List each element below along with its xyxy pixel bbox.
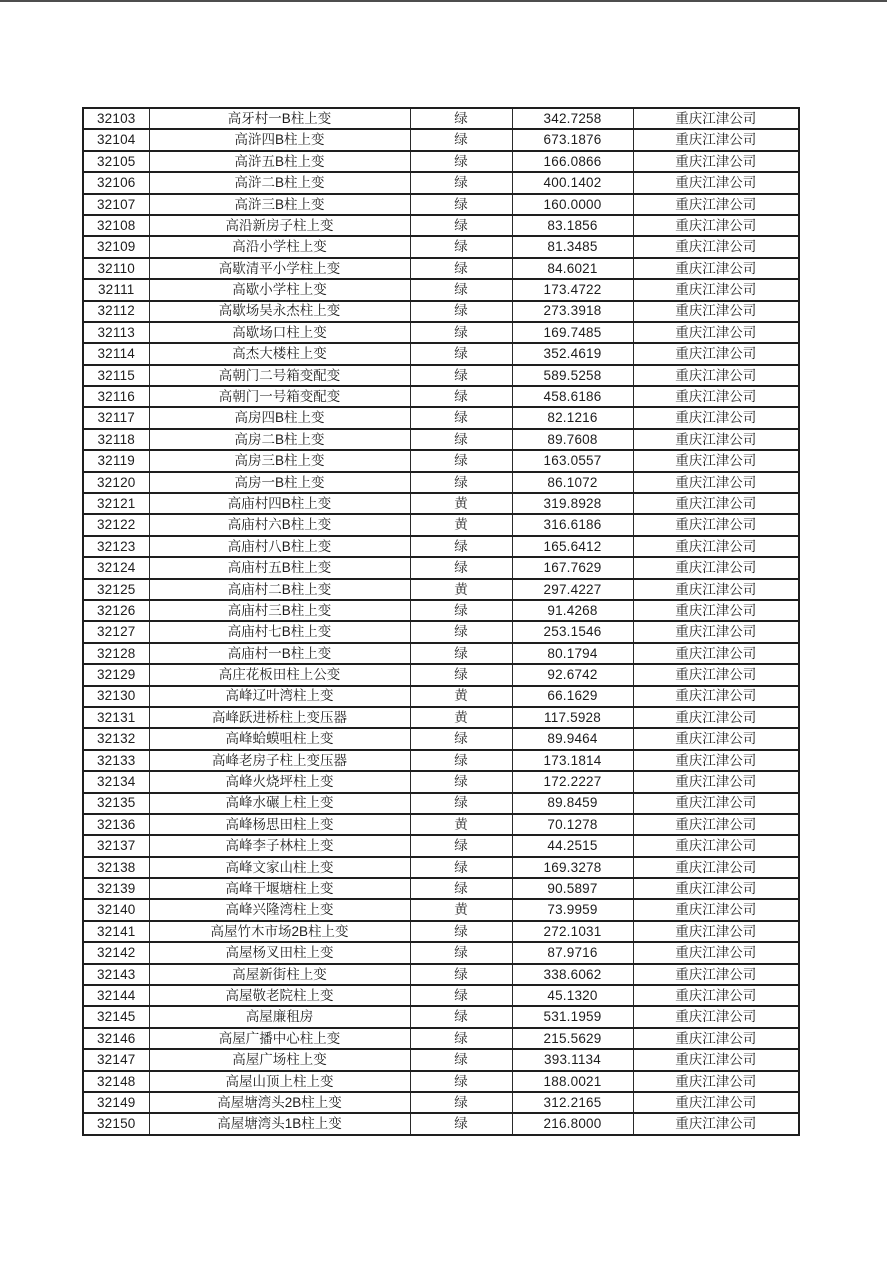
cell-id: 32146 <box>83 1028 149 1049</box>
table-row <box>83 664 799 685</box>
cell-value: 319.8928 <box>512 493 633 514</box>
cell-status: 绿 <box>410 429 512 450</box>
cell-value: 458.6186 <box>512 386 633 407</box>
table-row <box>83 686 799 707</box>
cell-name: 高屋廉租房 <box>149 1006 410 1027</box>
cell-status: 黄 <box>410 707 512 728</box>
cell-id: 32126 <box>83 600 149 621</box>
cell-value: 92.6742 <box>512 664 633 685</box>
cell-value: 82.1216 <box>512 407 633 428</box>
cell-value: 169.7485 <box>512 322 633 343</box>
table-row <box>83 301 799 322</box>
table-row <box>83 236 799 257</box>
cell-name: 高峰辽叶湾柱上变 <box>149 686 410 707</box>
cell-status: 绿 <box>410 258 512 279</box>
table-row <box>83 985 799 1006</box>
cell-name: 高浒五B柱上变 <box>149 151 410 172</box>
cell-status: 绿 <box>410 322 512 343</box>
cell-status: 黄 <box>410 899 512 920</box>
cell-company: 重庆江津公司 <box>633 921 799 942</box>
cell-status: 黄 <box>410 686 512 707</box>
cell-value: 70.1278 <box>512 814 633 835</box>
cell-id: 32118 <box>83 429 149 450</box>
cell-status: 绿 <box>410 942 512 963</box>
cell-name: 高庙村四B柱上变 <box>149 493 410 514</box>
cell-company: 重庆江津公司 <box>633 664 799 685</box>
cell-name: 高朝门二号箱变配变 <box>149 365 410 386</box>
cell-company: 重庆江津公司 <box>633 1049 799 1070</box>
cell-company: 重庆江津公司 <box>633 557 799 578</box>
cell-status: 绿 <box>410 301 512 322</box>
cell-company: 重庆江津公司 <box>633 643 799 664</box>
cell-company: 重庆江津公司 <box>633 814 799 835</box>
cell-id: 32145 <box>83 1006 149 1027</box>
cell-name: 高屋杨叉田柱上变 <box>149 942 410 963</box>
table-row <box>83 835 799 856</box>
cell-id: 32127 <box>83 621 149 642</box>
cell-company: 重庆江津公司 <box>633 857 799 878</box>
cell-status: 绿 <box>410 728 512 749</box>
table-row <box>83 365 799 386</box>
cell-company: 重庆江津公司 <box>633 835 799 856</box>
cell-id: 32143 <box>83 964 149 985</box>
cell-status: 绿 <box>410 343 512 364</box>
cell-id: 32104 <box>83 129 149 150</box>
cell-id: 32117 <box>83 407 149 428</box>
table-row <box>83 172 799 193</box>
cell-status: 黄 <box>410 814 512 835</box>
cell-status: 绿 <box>410 407 512 428</box>
table-row <box>83 1113 799 1134</box>
cell-name: 高庙村六B柱上变 <box>149 514 410 535</box>
cell-name: 高歇场口柱上变 <box>149 322 410 343</box>
cell-id: 32116 <box>83 386 149 407</box>
cell-status: 绿 <box>410 151 512 172</box>
table-row <box>83 814 799 835</box>
cell-company: 重庆江津公司 <box>633 793 799 814</box>
cell-id: 32149 <box>83 1092 149 1113</box>
cell-status: 绿 <box>410 557 512 578</box>
cell-value: 673.1876 <box>512 129 633 150</box>
cell-value: 273.3918 <box>512 301 633 322</box>
cell-id: 32120 <box>83 472 149 493</box>
cell-id: 32111 <box>83 279 149 300</box>
cell-company: 重庆江津公司 <box>633 728 799 749</box>
cell-id: 32133 <box>83 750 149 771</box>
cell-value: 90.5897 <box>512 878 633 899</box>
cell-id: 32130 <box>83 686 149 707</box>
table-row <box>83 279 799 300</box>
transformer-table <box>82 107 800 1136</box>
cell-company: 重庆江津公司 <box>633 407 799 428</box>
table-row <box>83 472 799 493</box>
cell-value: 165.6412 <box>512 536 633 557</box>
cell-status: 绿 <box>410 771 512 792</box>
cell-id: 32132 <box>83 728 149 749</box>
cell-company: 重庆江津公司 <box>633 429 799 450</box>
cell-company: 重庆江津公司 <box>633 129 799 150</box>
cell-value: 45.1320 <box>512 985 633 1006</box>
cell-company: 重庆江津公司 <box>633 942 799 963</box>
cell-name: 高朝门一号箱变配变 <box>149 386 410 407</box>
cell-value: 173.1814 <box>512 750 633 771</box>
table-row <box>83 771 799 792</box>
cell-status: 绿 <box>410 1028 512 1049</box>
cell-value: 173.4722 <box>512 279 633 300</box>
cell-value: 117.5928 <box>512 707 633 728</box>
cell-company: 重庆江津公司 <box>633 258 799 279</box>
cell-value: 89.8459 <box>512 793 633 814</box>
table-row <box>83 750 799 771</box>
cell-name: 高峰文家山柱上变 <box>149 857 410 878</box>
cell-name: 高庙村八B柱上变 <box>149 536 410 557</box>
table-row <box>83 942 799 963</box>
cell-name: 高屋新街柱上变 <box>149 964 410 985</box>
table-row <box>83 857 799 878</box>
cell-company: 重庆江津公司 <box>633 750 799 771</box>
cell-name: 高房三B柱上变 <box>149 450 410 471</box>
table-row <box>83 921 799 942</box>
cell-id: 32144 <box>83 985 149 1006</box>
cell-value: 312.2165 <box>512 1092 633 1113</box>
cell-company: 重庆江津公司 <box>633 1113 799 1134</box>
cell-status: 黄 <box>410 493 512 514</box>
cell-status: 绿 <box>410 964 512 985</box>
cell-name: 高庙村二B柱上变 <box>149 579 410 600</box>
cell-company: 重庆江津公司 <box>633 899 799 920</box>
cell-status: 绿 <box>410 1049 512 1070</box>
cell-name: 高庙村七B柱上变 <box>149 621 410 642</box>
cell-status: 绿 <box>410 1113 512 1134</box>
cell-name: 高房一B柱上变 <box>149 472 410 493</box>
cell-id: 32121 <box>83 493 149 514</box>
cell-id: 32140 <box>83 899 149 920</box>
cell-value: 86.1072 <box>512 472 633 493</box>
cell-name: 高屋广播中心柱上变 <box>149 1028 410 1049</box>
table-row <box>83 151 799 172</box>
scan-artifact-line <box>0 0 887 2</box>
table-row <box>83 386 799 407</box>
cell-id: 32115 <box>83 365 149 386</box>
table-row <box>83 322 799 343</box>
cell-id: 32110 <box>83 258 149 279</box>
table-row <box>83 793 799 814</box>
cell-id: 32125 <box>83 579 149 600</box>
cell-status: 黄 <box>410 514 512 535</box>
cell-name: 高峰兴隆湾柱上变 <box>149 899 410 920</box>
table-row <box>83 1049 799 1070</box>
cell-name: 高牙村一B柱上变 <box>149 108 410 129</box>
cell-id: 32119 <box>83 450 149 471</box>
cell-name: 高峰火烧坪柱上变 <box>149 771 410 792</box>
table-row <box>83 258 799 279</box>
cell-value: 215.5629 <box>512 1028 633 1049</box>
cell-status: 绿 <box>410 108 512 129</box>
cell-name: 高浒四B柱上变 <box>149 129 410 150</box>
table-row <box>83 407 799 428</box>
cell-status: 绿 <box>410 643 512 664</box>
table-row <box>83 215 799 236</box>
cell-status: 绿 <box>410 600 512 621</box>
cell-value: 253.1546 <box>512 621 633 642</box>
cell-value: 87.9716 <box>512 942 633 963</box>
cell-value: 393.1134 <box>512 1049 633 1070</box>
cell-value: 342.7258 <box>512 108 633 129</box>
cell-name: 高峰干堰塘柱上变 <box>149 878 410 899</box>
cell-name: 高歇场吴永杰柱上变 <box>149 301 410 322</box>
cell-id: 32122 <box>83 514 149 535</box>
cell-company: 重庆江津公司 <box>633 600 799 621</box>
cell-value: 44.2515 <box>512 835 633 856</box>
cell-company: 重庆江津公司 <box>633 686 799 707</box>
cell-id: 32135 <box>83 793 149 814</box>
cell-value: 166.0866 <box>512 151 633 172</box>
cell-company: 重庆江津公司 <box>633 279 799 300</box>
cell-name: 高屋塘湾头1B柱上变 <box>149 1113 410 1134</box>
cell-name: 高峰杨思田柱上变 <box>149 814 410 835</box>
cell-status: 绿 <box>410 921 512 942</box>
cell-value: 338.6062 <box>512 964 633 985</box>
cell-company: 重庆江津公司 <box>633 579 799 600</box>
cell-value: 531.1959 <box>512 1006 633 1027</box>
cell-company: 重庆江津公司 <box>633 985 799 1006</box>
table-row <box>83 429 799 450</box>
table-row <box>83 514 799 535</box>
cell-company: 重庆江津公司 <box>633 450 799 471</box>
cell-company: 重庆江津公司 <box>633 472 799 493</box>
cell-status: 绿 <box>410 793 512 814</box>
table-row <box>83 878 799 899</box>
cell-name: 高房四B柱上变 <box>149 407 410 428</box>
cell-status: 绿 <box>410 129 512 150</box>
table-row <box>83 643 799 664</box>
cell-company: 重庆江津公司 <box>633 878 799 899</box>
cell-name: 高沿新房子柱上变 <box>149 215 410 236</box>
cell-value: 163.0557 <box>512 450 633 471</box>
cell-company: 重庆江津公司 <box>633 536 799 557</box>
cell-name: 高杰大楼柱上变 <box>149 343 410 364</box>
cell-company: 重庆江津公司 <box>633 771 799 792</box>
cell-value: 188.0021 <box>512 1071 633 1092</box>
cell-name: 高庙村五B柱上变 <box>149 557 410 578</box>
cell-value: 84.6021 <box>512 258 633 279</box>
table-row <box>83 600 799 621</box>
cell-status: 绿 <box>410 215 512 236</box>
cell-status: 绿 <box>410 450 512 471</box>
cell-id: 32114 <box>83 343 149 364</box>
cell-id: 32138 <box>83 857 149 878</box>
cell-status: 绿 <box>410 664 512 685</box>
cell-company: 重庆江津公司 <box>633 493 799 514</box>
cell-status: 绿 <box>410 1071 512 1092</box>
cell-id: 32123 <box>83 536 149 557</box>
cell-company: 重庆江津公司 <box>633 108 799 129</box>
cell-status: 绿 <box>410 236 512 257</box>
table-row <box>83 343 799 364</box>
cell-value: 400.1402 <box>512 172 633 193</box>
cell-id: 32105 <box>83 151 149 172</box>
cell-id: 32139 <box>83 878 149 899</box>
cell-name: 高房二B柱上变 <box>149 429 410 450</box>
table-row <box>83 194 799 215</box>
cell-company: 重庆江津公司 <box>633 1028 799 1049</box>
cell-id: 32142 <box>83 942 149 963</box>
cell-company: 重庆江津公司 <box>633 343 799 364</box>
cell-value: 297.4227 <box>512 579 633 600</box>
cell-name: 高庙村一B柱上变 <box>149 643 410 664</box>
cell-company: 重庆江津公司 <box>633 964 799 985</box>
cell-name: 高屋竹木市场2B柱上变 <box>149 921 410 942</box>
table-row <box>83 1092 799 1113</box>
table-row <box>83 621 799 642</box>
cell-name: 高峰老房子柱上变压器 <box>149 750 410 771</box>
cell-company: 重庆江津公司 <box>633 172 799 193</box>
cell-company: 重庆江津公司 <box>633 301 799 322</box>
table-row <box>83 1028 799 1049</box>
cell-status: 绿 <box>410 878 512 899</box>
cell-value: 172.2227 <box>512 771 633 792</box>
cell-value: 167.7629 <box>512 557 633 578</box>
cell-company: 重庆江津公司 <box>633 514 799 535</box>
table-row <box>83 964 799 985</box>
table-row <box>83 1006 799 1027</box>
cell-name: 高庄花板田柱上公变 <box>149 664 410 685</box>
cell-value: 91.4268 <box>512 600 633 621</box>
cell-name: 高峰李子林柱上变 <box>149 835 410 856</box>
table-row <box>83 1071 799 1092</box>
cell-name: 高屋山顶上柱上变 <box>149 1071 410 1092</box>
cell-status: 绿 <box>410 835 512 856</box>
cell-id: 32141 <box>83 921 149 942</box>
cell-name: 高峰跃进桥柱上变压器 <box>149 707 410 728</box>
cell-company: 重庆江津公司 <box>633 194 799 215</box>
cell-value: 80.1794 <box>512 643 633 664</box>
cell-name: 高沿小学柱上变 <box>149 236 410 257</box>
table-row <box>83 450 799 471</box>
cell-value: 272.1031 <box>512 921 633 942</box>
cell-status: 绿 <box>410 386 512 407</box>
cell-id: 32112 <box>83 301 149 322</box>
table-row <box>83 493 799 514</box>
cell-status: 绿 <box>410 536 512 557</box>
cell-id: 32107 <box>83 194 149 215</box>
cell-company: 重庆江津公司 <box>633 1092 799 1113</box>
cell-value: 66.1629 <box>512 686 633 707</box>
cell-id: 32108 <box>83 215 149 236</box>
cell-value: 89.7608 <box>512 429 633 450</box>
table-row <box>83 707 799 728</box>
cell-company: 重庆江津公司 <box>633 322 799 343</box>
cell-id: 32131 <box>83 707 149 728</box>
cell-value: 81.3485 <box>512 236 633 257</box>
cell-id: 32113 <box>83 322 149 343</box>
table-row <box>83 728 799 749</box>
table-row <box>83 536 799 557</box>
cell-name: 高歇清平小学柱上变 <box>149 258 410 279</box>
cell-value: 316.6186 <box>512 514 633 535</box>
cell-status: 绿 <box>410 279 512 300</box>
cell-name: 高屋广场柱上变 <box>149 1049 410 1070</box>
cell-id: 32109 <box>83 236 149 257</box>
cell-id: 32128 <box>83 643 149 664</box>
cell-id: 32103 <box>83 108 149 129</box>
cell-value: 589.5258 <box>512 365 633 386</box>
cell-id: 32106 <box>83 172 149 193</box>
cell-name: 高浒三B柱上变 <box>149 194 410 215</box>
cell-company: 重庆江津公司 <box>633 365 799 386</box>
cell-name: 高庙村三B柱上变 <box>149 600 410 621</box>
cell-value: 160.0000 <box>512 194 633 215</box>
cell-status: 绿 <box>410 472 512 493</box>
cell-id: 32136 <box>83 814 149 835</box>
cell-name: 高浒二B柱上变 <box>149 172 410 193</box>
cell-company: 重庆江津公司 <box>633 151 799 172</box>
cell-status: 绿 <box>410 365 512 386</box>
cell-name: 高峰蛤蟆咀柱上变 <box>149 728 410 749</box>
table-row <box>83 108 799 129</box>
cell-status: 绿 <box>410 194 512 215</box>
cell-company: 重庆江津公司 <box>633 1006 799 1027</box>
cell-id: 32134 <box>83 771 149 792</box>
cell-status: 绿 <box>410 750 512 771</box>
table-row <box>83 129 799 150</box>
cell-name: 高峰水碾上柱上变 <box>149 793 410 814</box>
cell-id: 32150 <box>83 1113 149 1134</box>
cell-status: 绿 <box>410 172 512 193</box>
table-row <box>83 557 799 578</box>
cell-value: 169.3278 <box>512 857 633 878</box>
cell-id: 32147 <box>83 1049 149 1070</box>
cell-value: 352.4619 <box>512 343 633 364</box>
cell-value: 73.9959 <box>512 899 633 920</box>
cell-status: 黄 <box>410 579 512 600</box>
cell-id: 32124 <box>83 557 149 578</box>
cell-id: 32148 <box>83 1071 149 1092</box>
cell-status: 绿 <box>410 857 512 878</box>
cell-status: 绿 <box>410 621 512 642</box>
cell-company: 重庆江津公司 <box>633 621 799 642</box>
cell-name: 高屋敬老院柱上变 <box>149 985 410 1006</box>
cell-status: 绿 <box>410 1006 512 1027</box>
cell-status: 绿 <box>410 1092 512 1113</box>
table-body <box>83 108 799 1135</box>
cell-company: 重庆江津公司 <box>633 215 799 236</box>
cell-company: 重庆江津公司 <box>633 236 799 257</box>
cell-company: 重庆江津公司 <box>633 1071 799 1092</box>
cell-id: 32129 <box>83 664 149 685</box>
cell-status: 绿 <box>410 985 512 1006</box>
cell-value: 89.9464 <box>512 728 633 749</box>
cell-name: 高歇小学柱上变 <box>149 279 410 300</box>
cell-company: 重庆江津公司 <box>633 707 799 728</box>
table-row <box>83 899 799 920</box>
cell-value: 216.8000 <box>512 1113 633 1134</box>
cell-name: 高屋塘湾头2B柱上变 <box>149 1092 410 1113</box>
cell-id: 32137 <box>83 835 149 856</box>
cell-value: 83.1856 <box>512 215 633 236</box>
cell-company: 重庆江津公司 <box>633 386 799 407</box>
table-row <box>83 579 799 600</box>
